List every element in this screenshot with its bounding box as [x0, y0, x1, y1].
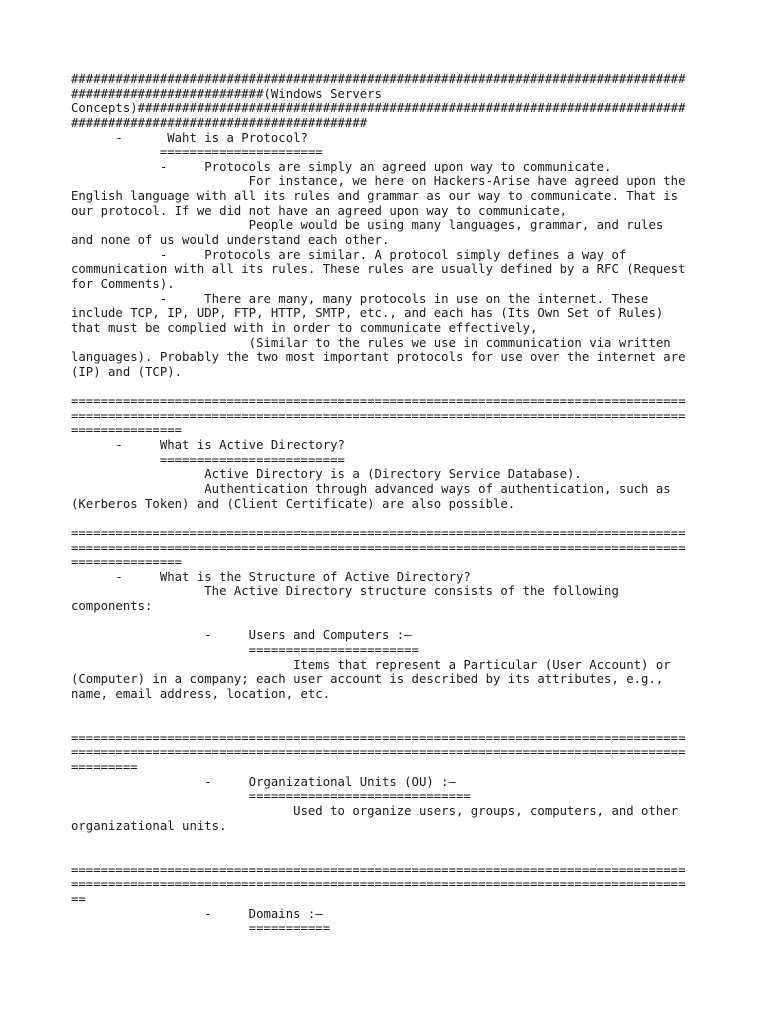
document-line: ===================================================================================: [71, 730, 686, 745]
document-line: ===================================================================================: [71, 525, 686, 540]
document-line: [71, 702, 699, 717]
document-line: ###################################################################################: [71, 72, 686, 86]
document-line: ==============================: [71, 789, 471, 804]
document-line: - Protocols are similar. A protocol simply defines a way of: [71, 247, 627, 262]
document-line: - Domains :–: [71, 906, 323, 921]
document-line: ===================================================================================: [71, 877, 686, 892]
document-line: English language with all its rules and grammar as our way to communicate. That is: [71, 189, 679, 204]
document-line: ======================: [71, 145, 323, 160]
document-line: ===============: [71, 555, 183, 570]
document-line: [71, 716, 699, 731]
document-line: languages). Probably the two most important protocols for use over the internet are: [71, 350, 686, 365]
document-line: name, email address, location, etc.: [71, 686, 331, 701]
document-line: include TCP, IP, UDP, FTP, HTTP, SMTP, etc., and each has (Its Own Set of Rules): [71, 306, 664, 321]
document-line: Concepts)##########################################################################: [71, 101, 686, 116]
document-line: ===============: [71, 423, 183, 438]
document-line: (Similar to the rules we use in communication via written: [71, 335, 671, 350]
document-line: ===================================================================================: [71, 408, 686, 423]
document-line: ==: [71, 891, 86, 906]
document-body: [71, 72, 699, 936]
document-line: Used to organize users, groups, computers, and other: [71, 804, 679, 819]
document-line: ##########################(Windows Servers: [71, 86, 382, 101]
document-line: [71, 614, 699, 629]
document-line: - Waht is a Protocol?: [71, 130, 308, 145]
document-line: [71, 848, 699, 863]
document-line: (Computer) in a company; each user account is described by its attributes, e.g.,: [71, 672, 664, 687]
document-line: - Organizational Units (OU) :–: [71, 774, 456, 789]
document-line: - What is Active Directory?: [71, 438, 345, 453]
document-line: The Active Directory structure consists of the following: [71, 584, 619, 599]
document-line: organizational units.: [71, 818, 227, 833]
document-line: - Protocols are simply an agreed upon way to communicate.: [71, 159, 612, 174]
document-line: [71, 379, 699, 394]
document-line: ===========: [71, 921, 331, 936]
document-line: [71, 511, 699, 526]
document-line: Authentication through advanced ways of authentication, such as: [71, 481, 671, 496]
document-line: Active Directory is a (Directory Service Database).: [71, 467, 582, 482]
document-line: our protocol. If we did not have an agreed upon way to communicate,: [71, 203, 568, 218]
document-line: for Comments).: [71, 276, 175, 291]
document-line: For instance, we here on Hackers-Arise have agreed upon the: [71, 174, 686, 189]
document-line: Items that represent a Particular (User Account) or: [71, 657, 671, 672]
document-line: communication with all its rules. These rules are usually defined by a RFC (Request: [71, 262, 686, 277]
document-line: ===================================================================================: [71, 862, 686, 877]
document-line: (Kerberos Token) and (Client Certificate) are also possible.: [71, 496, 516, 511]
document-line: =========: [71, 760, 138, 775]
document-line: - There are many, many protocols in use on the internet. These: [71, 291, 649, 306]
document-line: that must be complied with in order to communicate effectively,: [71, 320, 538, 335]
document-line: =========================: [71, 452, 345, 467]
document-line: ===================================================================================: [71, 394, 686, 409]
document-line: - Users and Computers :–: [71, 628, 412, 643]
document-line: and none of us would understand each other.: [71, 233, 390, 248]
document-line: ########################################: [71, 115, 368, 130]
document-line: (IP) and (TCP).: [71, 364, 183, 379]
document-line: - What is the Structure of Active Directory?: [71, 569, 471, 584]
document-line: ===================================================================================: [71, 540, 686, 555]
document-line: =======================: [71, 642, 419, 657]
document-line: ===================================================================================: [71, 745, 686, 760]
document-line: People would be using many languages, grammar, and rules: [71, 218, 664, 233]
document-line: components:: [71, 599, 153, 614]
document-line: [71, 833, 699, 848]
